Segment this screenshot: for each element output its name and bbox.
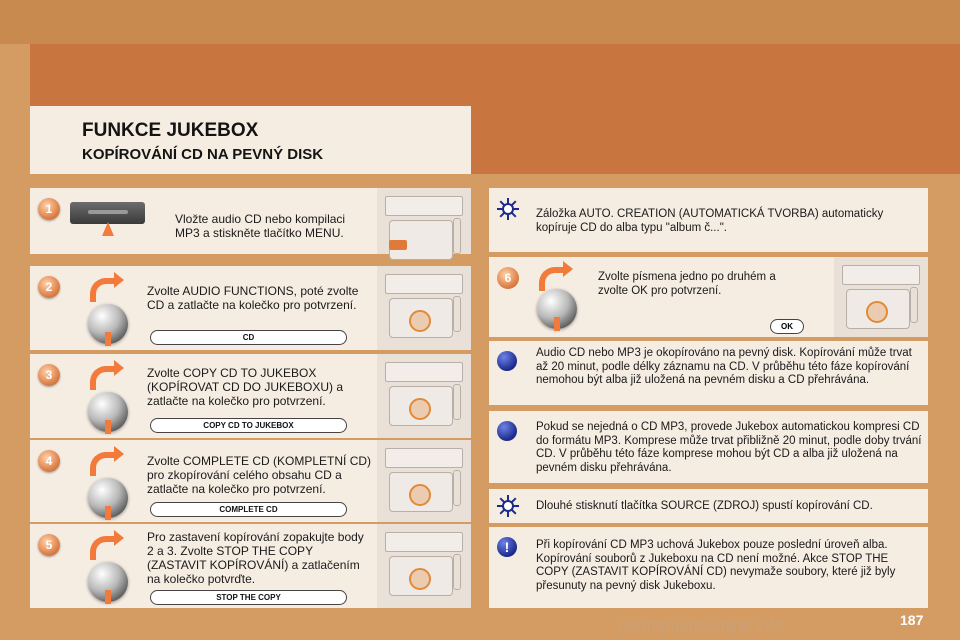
step-text: Vložte audio CD nebo kompilaci MP3 a stiskněte tlačítko MENU.: [175, 212, 346, 240]
step-2: [30, 266, 471, 350]
step-text: Pro zastavení kopírování zopakujte body 2 a 3. Zvolte STOP THE COPY (ZASTAVIT KOPÍROVÁNÍ) a zatlačením na kolečko potvrďte.: [147, 530, 364, 586]
insert-arrow-icon: [102, 222, 114, 236]
control-panel-icon: [377, 440, 471, 522]
top-band: [0, 0, 960, 44]
warning-text: Při kopírování CD MP3 uchová Jukebox pouze poslední úroveň alba. Kopírování souborů z Jukeboxu na CD není možné. Akce STOP THE COPY (ZASTAVIT KOPÍROVÁNÍ CD) nevymaže soubory, které již byly přesunuty na pevný disk Jukeboxu.: [536, 539, 896, 592]
step-number-badge: 1: [38, 198, 60, 220]
info-dot-icon: [497, 351, 517, 371]
step-6: [489, 257, 928, 337]
title-box: [30, 106, 471, 174]
tip-sun-icon: [497, 198, 519, 220]
step-1: [30, 188, 471, 254]
step-number-badge: 4: [38, 450, 60, 472]
dial-highlight-icon: [409, 398, 431, 420]
step-number-badge: 3: [38, 364, 60, 386]
tip-sun-icon: [497, 495, 519, 517]
page-number: 187: [900, 612, 924, 628]
page-title: FUNKCE JUKEBOX: [82, 120, 259, 141]
step-text: Zvolte AUDIO FUNCTIONS, poté zvolte CD a zatlačte na kolečko pro potvrzení.: [147, 284, 359, 312]
page-subtitle: KOPÍROVÁNÍ CD NA PEVNÝ DISK: [82, 146, 324, 163]
control-panel-icon: [377, 188, 471, 254]
dial-highlight-icon: [866, 301, 888, 323]
tip-text: Dlouhé stisknutí tlačítka SOURCE (ZDROJ) spustí kopírování CD.: [536, 500, 873, 512]
step-number-badge: 2: [38, 276, 60, 298]
info-copy-duration: [489, 341, 928, 405]
control-panel-icon: [377, 524, 471, 608]
warning-icon: !: [497, 537, 517, 557]
control-panel-icon: [377, 266, 471, 350]
control-panel-icon: [377, 354, 471, 438]
tip-auto-creation: [489, 188, 928, 252]
info-compression: [489, 411, 928, 483]
menu-button-highlight-icon: [389, 240, 407, 250]
menu-option-label: COMPLETE CD: [150, 502, 347, 517]
info-dot-icon: [497, 421, 517, 441]
tip-source: [489, 489, 928, 523]
dial-highlight-icon: [409, 568, 431, 590]
control-panel-icon: [834, 257, 928, 337]
step-5: [30, 524, 471, 608]
ok-option-label: OK: [770, 319, 804, 334]
info-text: Audio CD nebo MP3 je okopírováno na pevný disk. Kopírování může trvat až 20 minut, podle délky záznamu na CD. V průběhu této fáze kopírování nemohou být alba již uložená na pevném disku a CD přehrávána.: [536, 347, 912, 386]
menu-option-label: COPY CD TO JUKEBOX: [150, 418, 347, 433]
dial-highlight-icon: [409, 484, 431, 506]
menu-option-label: CD: [150, 330, 347, 345]
step-3: [30, 354, 471, 438]
menu-option-label: STOP THE COPY: [150, 590, 347, 605]
cd-player-icon: [70, 202, 145, 224]
step-number-badge: 5: [38, 534, 60, 556]
warning-box: [489, 527, 928, 608]
step-text: Zvolte COMPLETE CD (KOMPLETNÍ CD) pro zkopírování celého obsahu CD a zatlačte na kolečko pro potvrzení.: [147, 454, 372, 496]
dial-highlight-icon: [409, 310, 431, 332]
step-text: Zvolte COPY CD TO JUKEBOX (KOPÍROVAT CD DO JUKEBOXU) a zatlačte na kolečko pro potvrzení.: [147, 366, 344, 408]
info-text: Pokud se nejedná o CD MP3, provede Jukebox automatickou kompresi CD do formátu MP3. Komprese může trvat přibližně 20 minut, podle doby trvání CD. V průběhu této fáze komprese mohou být CD a alba již uložená na pevném disku přehrávána.: [536, 421, 922, 474]
step-4: [30, 440, 471, 522]
watermark: carmanualsonline.info: [618, 616, 784, 635]
tip-text: Záložka AUTO. CREATION (AUTOMATICKÁ TVORBA) automaticky kopíruje CD do alba typu "album č...".: [536, 208, 884, 234]
step-number-badge: 6: [497, 267, 519, 289]
step-text: Zvolte písmena jedno po druhém a zvolte OK pro potvrzení.: [598, 271, 776, 297]
